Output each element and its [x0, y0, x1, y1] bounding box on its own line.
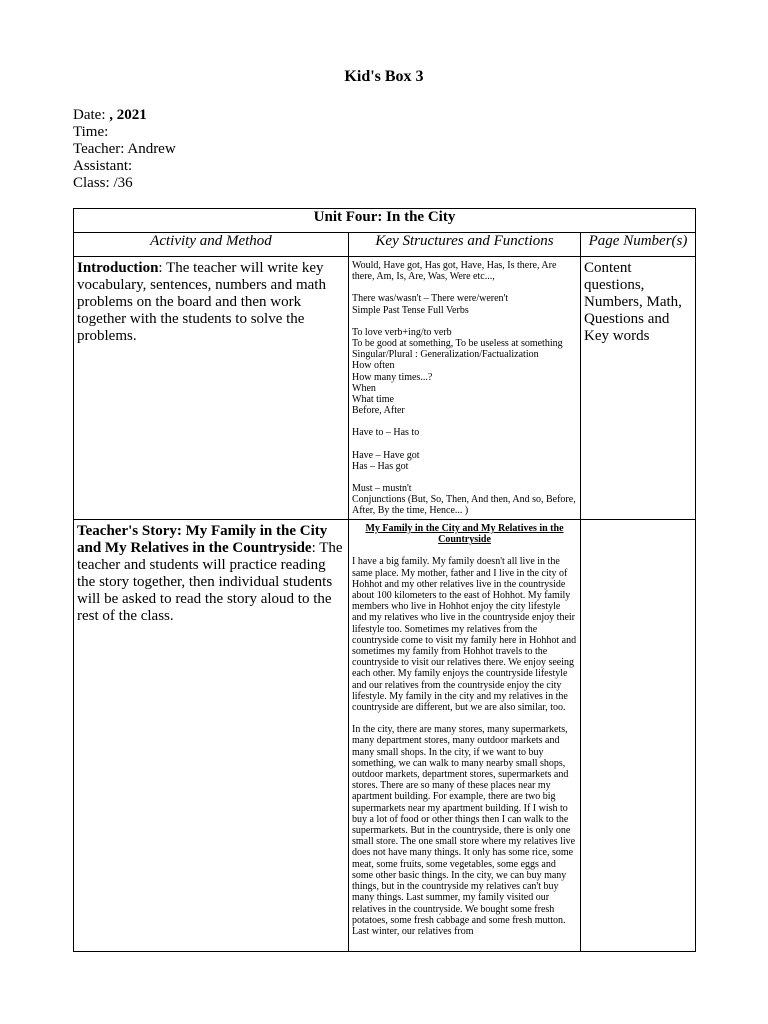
date-label: Date:	[73, 107, 106, 123]
header-pages: Page Number(s)	[581, 233, 696, 257]
structures-block: Have to – Has to	[352, 427, 420, 439]
document-title: Kid's Box 3	[344, 68, 424, 85]
assistant-label: Assistant:	[73, 158, 133, 174]
activity-text: : The teacher and students will practice reading the story together, then individual students will be asked to read the story aloud to the rest of the class.	[77, 540, 343, 624]
pages-cell: Content questions, Numbers, Math, Questions and Key words	[581, 257, 696, 520]
table-row	[74, 257, 696, 520]
header-structures: Key Structures and Functions	[349, 233, 581, 257]
teacher-row	[73, 141, 176, 158]
activity-text: : The teacher will write key vocabulary, sentences, numbers and math problems on the board and then work together with the students to solve the problems.	[77, 260, 326, 344]
class-value: /36	[113, 175, 133, 191]
activity-title: Teacher's Story: My Family in the City and My Relatives in the Countryside	[77, 523, 328, 556]
teacher-value: Andrew	[127, 141, 176, 157]
header-row	[74, 233, 696, 257]
story-paragraph: I have a big family. My family doesn't all live in the same place. My mother, father and I live in the city of Hohhot and my other relatives live in the countryside about 100 kilometers to the east of Hohhot. My family members who live in Hohhot enjoy the city lifestyle and my relatives who live in the countryside enjoy their lifestyle too. Sometimes my relatives from the countryside come to visit my family here in Hohhot and sometimes my family from Hohhot travels to the countryside to visit our relatives there. We enjoy seeing each other. My family enjoys the countryside lifestyle and our relatives from the countryside enjoy the city lifestyle. My family in the city and my relatives in the countryside are different, but we are also similar, too.	[352, 556, 577, 714]
activity-cell	[74, 520, 349, 952]
table-row	[74, 520, 696, 952]
assistant-row	[73, 158, 176, 175]
story-title: My Family in the City and My Relatives in the Countryside	[365, 523, 564, 546]
story-paragraph: In the city, there are many stores, many supermarkets, many department stores, many outdoor markets and many small shops. In the city, if we want to buy something, we can walk to many nearby small shops, outdoor markets, department stores, supermarkets and stores. There are so many of these places near my apartment building. For example, there are two big supermarkets near my apartment building. If I wish to buy a lot of food or other things then I can walk to the supermarkets. But in the countryside, there is only one small store. The one small store where my relatives live does not have many things. It only has some rice, some meat, some fruits, some vegetables, some eggs and some other basic things. In the city, we can buy many things, but in the countryside my relatives can't buy many things. Last summer, my family visited our relatives in the countryside. We bought some fresh potatoes, some fresh cabbage and some fresh mutton. Last winter, our relatives from	[352, 724, 576, 937]
structures-cell	[349, 257, 581, 520]
date-row	[73, 107, 176, 124]
structures-block: Must – mustn't Conjunctions (But, So, Then, And then, And so, Before, After, By the time, Hence... )	[352, 483, 576, 517]
activity-cell	[74, 257, 349, 520]
structures-block: Would, Have got, Has got, Have, Has, Is there, Are there, Am, Is, Are, Was, Were etc...,	[352, 260, 557, 283]
pages-cell	[581, 520, 696, 952]
structures-block: There was/wasn't – There were/weren't Simple Past Tense Full Verbs	[352, 293, 509, 316]
story-cell	[349, 520, 581, 952]
class-label: Class:	[73, 175, 110, 191]
teacher-label: Teacher:	[73, 141, 125, 157]
class-row	[73, 175, 176, 192]
structures-block: To love verb+ing/to verb To be good at something, To be useless at something Singular/Plural : Generalization/Factualization How often How many times...? When What time Before, After	[352, 326, 563, 417]
structures-block: Have – Have got Has – Has got	[352, 449, 420, 472]
lesson-meta	[73, 107, 176, 192]
activity-title: Introduction	[77, 260, 159, 276]
lesson-table	[73, 208, 696, 952]
time-row	[73, 124, 176, 141]
header-activity: Activity and Method	[74, 233, 349, 257]
unit-title: Unit Four: In the City	[74, 209, 696, 233]
unit-title-row	[74, 209, 696, 233]
date-value: , 2021	[109, 107, 147, 123]
time-label: Time:	[73, 124, 109, 140]
